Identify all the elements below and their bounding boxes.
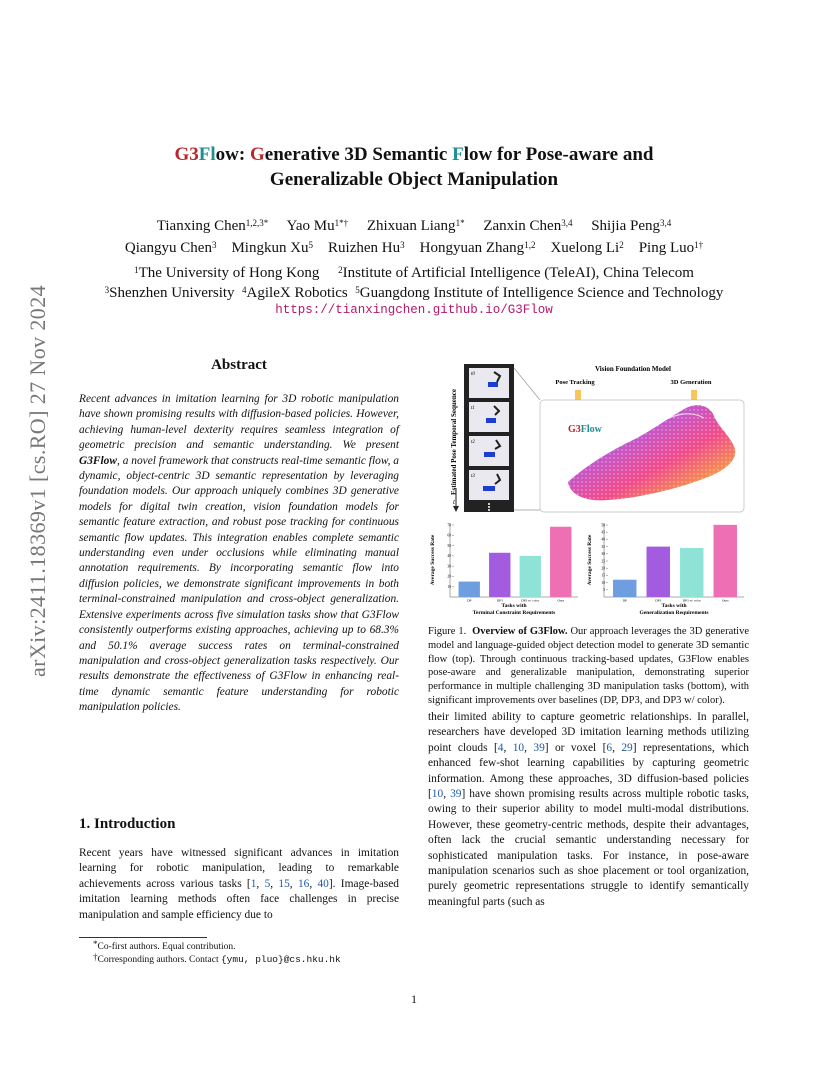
citation-link[interactable]: 10 — [512, 741, 525, 754]
citation-link[interactable]: 1 — [250, 877, 257, 890]
bar-chart-terminal — [430, 523, 578, 616]
citation-link[interactable]: 40 — [317, 877, 329, 890]
chart-ytick-label: 45 — [601, 530, 605, 535]
film-frame — [469, 470, 509, 500]
author: Tianxing Chen$^{1,2,3*}$ — [156, 218, 269, 234]
film-frame — [469, 402, 509, 432]
citation-link[interactable]: 39 — [450, 788, 462, 801]
film-frame — [469, 436, 509, 466]
chart-ylabel: Average Success Rate — [430, 534, 436, 586]
chart-ytick-label: 50 — [447, 543, 451, 548]
time-label: t — [453, 498, 455, 506]
chart-category-label: Ours — [557, 598, 565, 603]
chart-xlabel: Terminal Constraint Requirements — [472, 610, 556, 616]
frame-label: t2 — [471, 440, 475, 445]
chart-bar — [613, 580, 636, 597]
title-line-1 — [60, 142, 768, 167]
chart-category-label: DP3 w/ color — [682, 598, 701, 603]
chart-bar — [520, 556, 541, 597]
title-low: low for Pose-aware and — [463, 144, 654, 165]
chart-ytick-label: 30 — [447, 564, 451, 569]
author: Qiangyu Chen$^3$ — [124, 240, 217, 256]
chart-ytick-label: 35 — [601, 544, 605, 549]
author-row-1 — [60, 216, 768, 236]
chart-category-label: DP — [622, 598, 627, 603]
chart-ytick-label: 10 — [601, 580, 605, 585]
film-frame — [469, 368, 509, 398]
connector-line — [514, 368, 540, 400]
figure-caption: Figure 1. Overview of G3Flow. Our approach leverages the 3D generative model and language-guided object detection model to generate 3D semantic flow (top). Through continuous tracking-based updates, G3Flow enables pose-aware and generalizable manipulation, demonstrating superior performance in multiple challenging 3D manipulation tasks (bottom), with significant improvements over baselines (DP, DP3, and DP3 w/ color). — [428, 626, 749, 706]
film-strip — [464, 364, 514, 512]
author: Xuelong Li$^2$ — [550, 240, 624, 256]
chart-ylabel: Average Success Rate — [587, 534, 593, 586]
citation-link[interactable]: 15 — [278, 877, 290, 890]
chart-ytick-label: 20 — [601, 566, 605, 571]
chart-bar — [459, 582, 480, 597]
paper-title — [60, 142, 768, 192]
chart-ytick-label: 15 — [601, 573, 605, 578]
author: Shijia Peng$^{3,4}$ — [591, 218, 672, 234]
author: Yao $Mu^{1*\dagger}$ — [286, 218, 349, 234]
chart-category-label: DP3 — [655, 598, 662, 603]
title-g3: G3 — [174, 144, 199, 165]
affiliation-row-1: $^1$The University of Hong Kong $^2$Institute of Artificial Intelligence (TeleAI), China Telecom — [134, 265, 694, 281]
citation-link[interactable]: 5 — [264, 877, 271, 890]
chart-category-label: DP3 w/ color — [521, 598, 540, 603]
arxiv-stamp — [18, 276, 58, 686]
chart-ytick-label: 40 — [447, 554, 451, 559]
pose-tracking-label: Pose Tracking — [555, 379, 595, 386]
title-g: G — [249, 144, 265, 165]
title-f: F — [452, 144, 464, 165]
figure-1 — [428, 360, 750, 622]
chart-xlabel: Tasks with — [501, 603, 527, 609]
intro-body: Recent years have witnessed significant advances in imitation learning for robotic manipulation, leading to remarkable achievements across various tasks [1, 5, 15, 16, 40]. Image-based imitation learning methods often face challenges in precise manipulation and sample efficiency due to — [79, 847, 399, 921]
citation-link[interactable]: 29 — [621, 741, 633, 754]
chart-category-label: DP — [467, 598, 472, 603]
chart-bar — [550, 527, 571, 597]
chart-ytick-label: 5 — [603, 588, 605, 593]
author: Zanxin Chen$^{3,4}$ — [483, 218, 573, 234]
frame-label: t0 — [471, 372, 475, 377]
citation-link[interactable]: 4 — [497, 741, 504, 754]
citation-link[interactable]: 39 — [533, 741, 545, 754]
frame-label: t3 — [471, 474, 475, 479]
chart-bar — [647, 547, 670, 597]
chart-ytick-label: 10 — [447, 585, 451, 590]
arxiv-stamp-text: arXiv:2411.18369v1 [cs.RO] 27 Nov 2024 — [25, 284, 50, 678]
chart-bar — [714, 525, 737, 597]
pose-sequence-label: Estimated Pose Temporal Sequence — [450, 389, 458, 495]
chart-category-label: DP3 — [496, 598, 503, 603]
abstract-body: Recent advances in imitation learning for 3D robotic manipulation have shown promising results with diffusion-based policies. However, achieving human-level dexterity requires seamless integration of geometric precision and semantic understanding. We present G3Flow, a novel framework that constructs real-time semantic flow, a dynamic, object-centric 3D semantic representation by leveraging foundation models. Our approach uniquely combines 3D generative models for digital twin creation, vision foundation models for semantic feature extraction, and robust pose tracking for continuous semantic flow updates. This integration enables complete semantic understanding even under occlusions while eliminating manual annotation requirements. By incorporating semantic flow into diffusion policies, we demonstrate significant improvements in both terminal-constrained manipulation and cross-object generalization. Extensive experiments across five simulation tasks show that G3Flow consistently outperforms existing approaches, achieving up to 68.3% and 50.1% average success rates on terminal-constrained manipulation and cross-object generalization tasks respectively. Our results demonstrate the effectiveness of G3Flow in enhancing real-time dynamic semantic feature understanding for robotic manipulation policies. — [79, 393, 399, 714]
chart-xlabel: Tasks with — [661, 603, 687, 609]
right-column-body: their limited ability to capture geometric relationships. In parallel, researchers have developed 3D imitation learning methods utilizing point clouds [4, 10, 39] or voxel [6, 29] representations, which enhanced few-shot learning capabilities by capturing geometric information. Among these approaches, 3D diffusion-based policies [10, 39] have shown promising results across multiple robotic tasks, owing to their superior ability to model multi-modal distributions. However, these geometry-centric methods, despite their advantages, often lack the crucial semantic understanding necessary for sophisticated manipulation tasks. For instance, in pose-aware manipulation scenarios such as shoe placement or tool organization, purely geometric representations struggle to identify semantically meaningful parts (such as — [428, 711, 749, 908]
chart-ytick-label: 60 — [447, 533, 451, 538]
chart-ytick-label: 40 — [601, 537, 605, 542]
g3flow-label: G3Flow — [568, 424, 602, 435]
page-number: 1 — [411, 992, 417, 1006]
title-ow: ow: — [215, 144, 250, 165]
citation-link[interactable]: 10 — [431, 788, 444, 801]
chart-category-label: Ours — [721, 598, 729, 603]
author: Mingkun Xu$^5$ — [231, 240, 314, 256]
chart-ytick-label: 70 — [447, 523, 451, 528]
footnote-2: †Corresponding authors. Contact {ymu, pluo}@cs.hku.hk — [93, 952, 341, 965]
footnote-1: *Co-first authors. Equal contribution. — [93, 939, 236, 952]
time-arrow-head — [453, 506, 459, 512]
chart-ytick-label: 50 — [601, 523, 605, 528]
author: Hongyuan Zhang$^{1,2}$ — [419, 240, 536, 256]
title-line-2: Generalizable Object Manipulation — [269, 169, 559, 190]
chart-ytick-label: 30 — [601, 552, 605, 557]
author: Ping Luo$^{1\dagger}$ — [638, 240, 704, 256]
chart-xlabel: Generalization Requirements — [639, 610, 709, 616]
bar-chart-generalization — [587, 523, 744, 616]
chart-ytick-label: 25 — [601, 559, 605, 564]
chart-ytick-label: 20 — [447, 574, 451, 579]
title-enerative: enerative 3D Semantic — [264, 144, 453, 165]
author-row-2 — [60, 238, 768, 258]
frame-label: t1 — [471, 406, 475, 411]
chart-bar — [489, 553, 510, 597]
citation-link[interactable]: 6 — [606, 741, 613, 754]
citation-link[interactable]: 16 — [297, 877, 310, 890]
title-fl: Fl — [198, 144, 216, 165]
abstract-heading: Abstract — [211, 357, 267, 373]
affiliation-row-2: $^3$Shenzhen University $^4$AgileX Robotics $^5$Guangdong Institute of Intelligence Science and Technology — [104, 285, 724, 301]
footnote-rule — [79, 937, 207, 938]
intro-heading: 1. Introduction — [79, 816, 176, 832]
chart-bar — [680, 548, 703, 597]
vfm-label: Vision Foundation Model — [595, 365, 671, 373]
project-url-link[interactable]: https://tianxingchen.github.io/G3Flow — [275, 303, 553, 317]
author: Zhixuan Liang$^{1*}$ — [366, 218, 465, 234]
generation-label: 3D Generation — [670, 379, 712, 386]
author: Ruizhen Hu$^3$ — [328, 240, 405, 256]
